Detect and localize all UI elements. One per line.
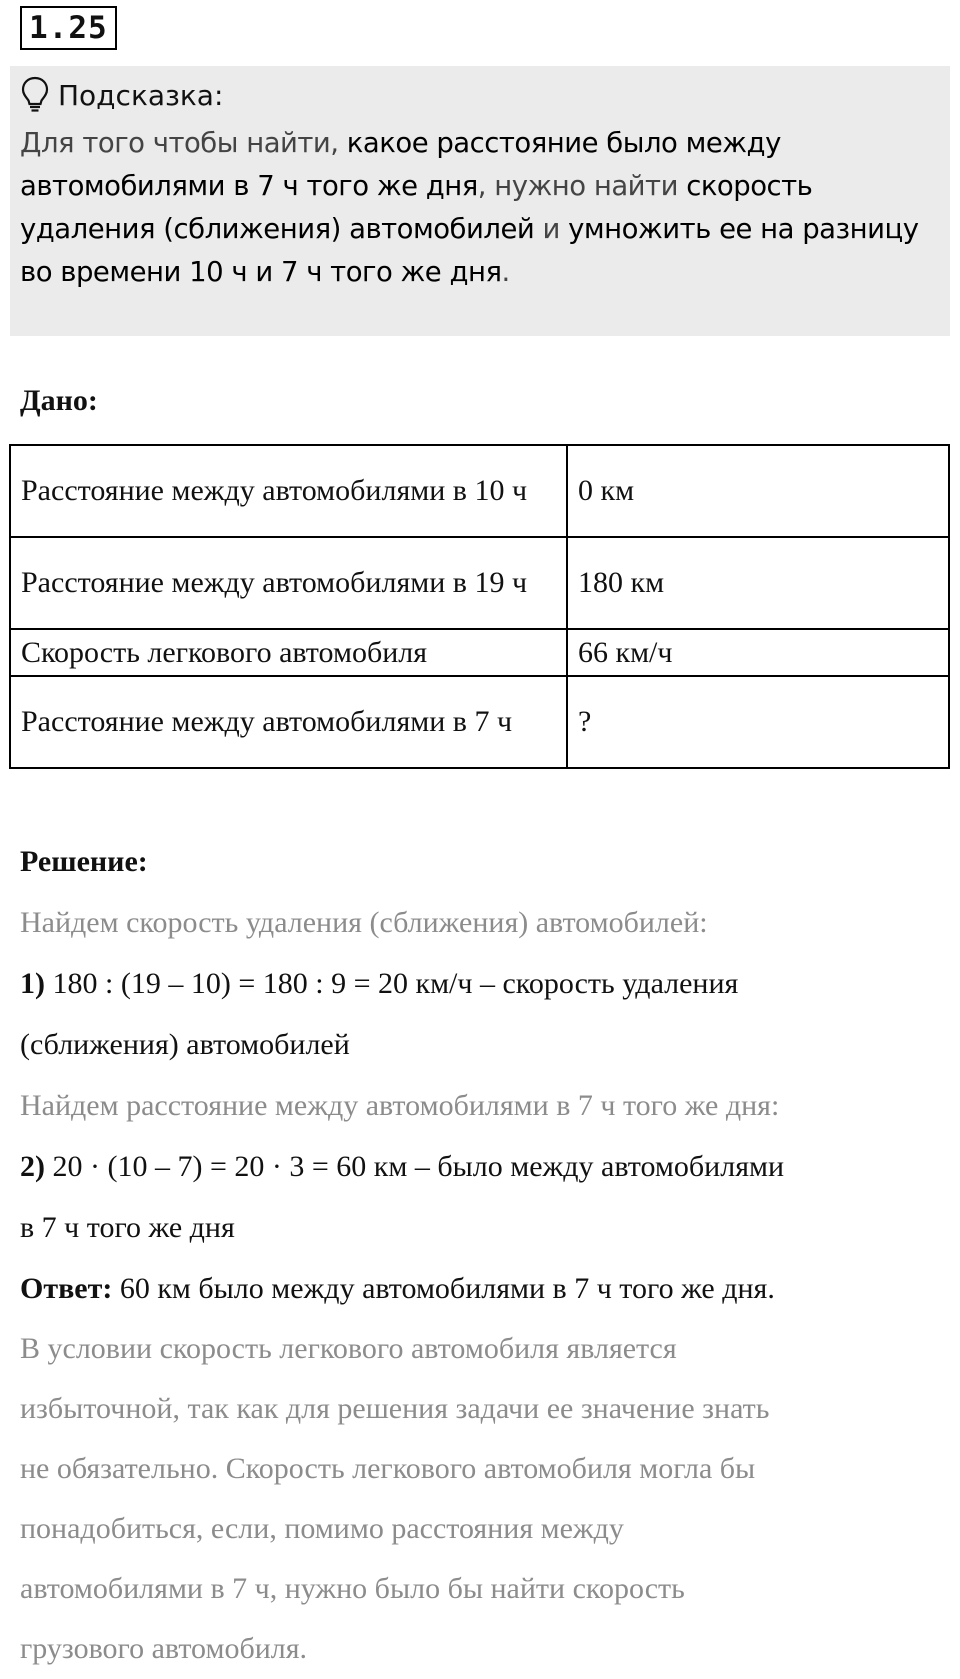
note-line: избыточной, так как для решения задачи ее значение знать	[20, 1392, 770, 1425]
step1-line	[20, 953, 940, 1014]
hint-text	[20, 122, 940, 294]
hint-header	[20, 74, 940, 116]
step1-line-cont: (сближения) автомобилей	[20, 1028, 350, 1061]
hint-segment-emphasis: какое расстояние было между автомобилями в 7 ч того же дня	[20, 127, 781, 202]
table-row	[10, 629, 949, 676]
note-line: грузового автомобиля.	[20, 1632, 308, 1665]
answer-text: 60 км было между автомобилями в 7 ч того же дня.	[112, 1272, 775, 1305]
hint-segment-emphasis: умножить ее на разницу во времени 10 ч и 7 ч того же дня	[20, 213, 919, 288]
note-line: В условии скорость легкового автомобиля является	[20, 1332, 677, 1365]
given-value-cell: 0 км	[567, 445, 949, 537]
given-value-cell: ?	[567, 676, 949, 768]
step2-number: 2)	[20, 1150, 45, 1183]
hint-segment: Для того чтобы найти,	[20, 127, 347, 159]
table-row	[10, 676, 949, 768]
answer-line	[20, 1258, 940, 1319]
table-row	[10, 445, 949, 537]
solution-block	[20, 831, 940, 1679]
note-line: автомобилями в 7 ч, нужно было бы найти скорость	[20, 1572, 685, 1605]
hint-segment: , нужно найти	[477, 170, 687, 202]
hint-segment: .	[501, 256, 510, 288]
step1-intro: Найдем скорость удаления (сближения) автомобилей:	[20, 906, 708, 939]
step2-text: 20 · (10 – 7) = 20 · 3 = 60 км – было между автомобилями	[45, 1150, 785, 1183]
step2-line-cont: в 7 ч того же дня	[20, 1211, 235, 1244]
hint-title: Подсказка:	[58, 78, 224, 112]
note-line: не обязательно. Скорость легкового автомобиля могла бы	[20, 1452, 756, 1485]
step1-number: 1)	[20, 967, 45, 1000]
step2-intro: Найдем расстояние между автомобилями в 7 ч того же дня:	[20, 1089, 780, 1122]
given-name-cell: Расстояние между автомобилями в 10 ч	[10, 445, 567, 537]
given-value-cell: 66 км/ч	[567, 629, 949, 676]
solution-label-line	[20, 831, 940, 892]
given-name-cell: Расстояние между автомобилями в 19 ч	[10, 537, 567, 629]
given-value-cell: 180 км	[567, 537, 949, 629]
note-line: понадобиться, если, помимо расстояния между	[20, 1512, 624, 1545]
lightbulb-icon	[20, 76, 50, 114]
task-number: 1.25	[20, 6, 117, 50]
given-name-cell: Скорость легкового автомобиля	[10, 629, 567, 676]
step1-text: 180 : (19 – 10) = 180 : 9 = 20 км/ч – скорость удаления	[45, 967, 739, 1000]
given-name-cell: Расстояние между автомобилями в 7 ч	[10, 676, 567, 768]
hint-segment: и	[534, 213, 569, 245]
hint-segment-emphasis: скорость удаления (сближения) автомобилей	[20, 170, 813, 245]
table-row	[10, 537, 949, 629]
hint-box	[10, 66, 950, 336]
given-table	[9, 444, 950, 769]
given-label: Дано:	[20, 384, 98, 417]
answer-label: Ответ:	[20, 1272, 113, 1305]
step2-line	[20, 1136, 940, 1197]
solution-label: Решение:	[20, 845, 148, 878]
